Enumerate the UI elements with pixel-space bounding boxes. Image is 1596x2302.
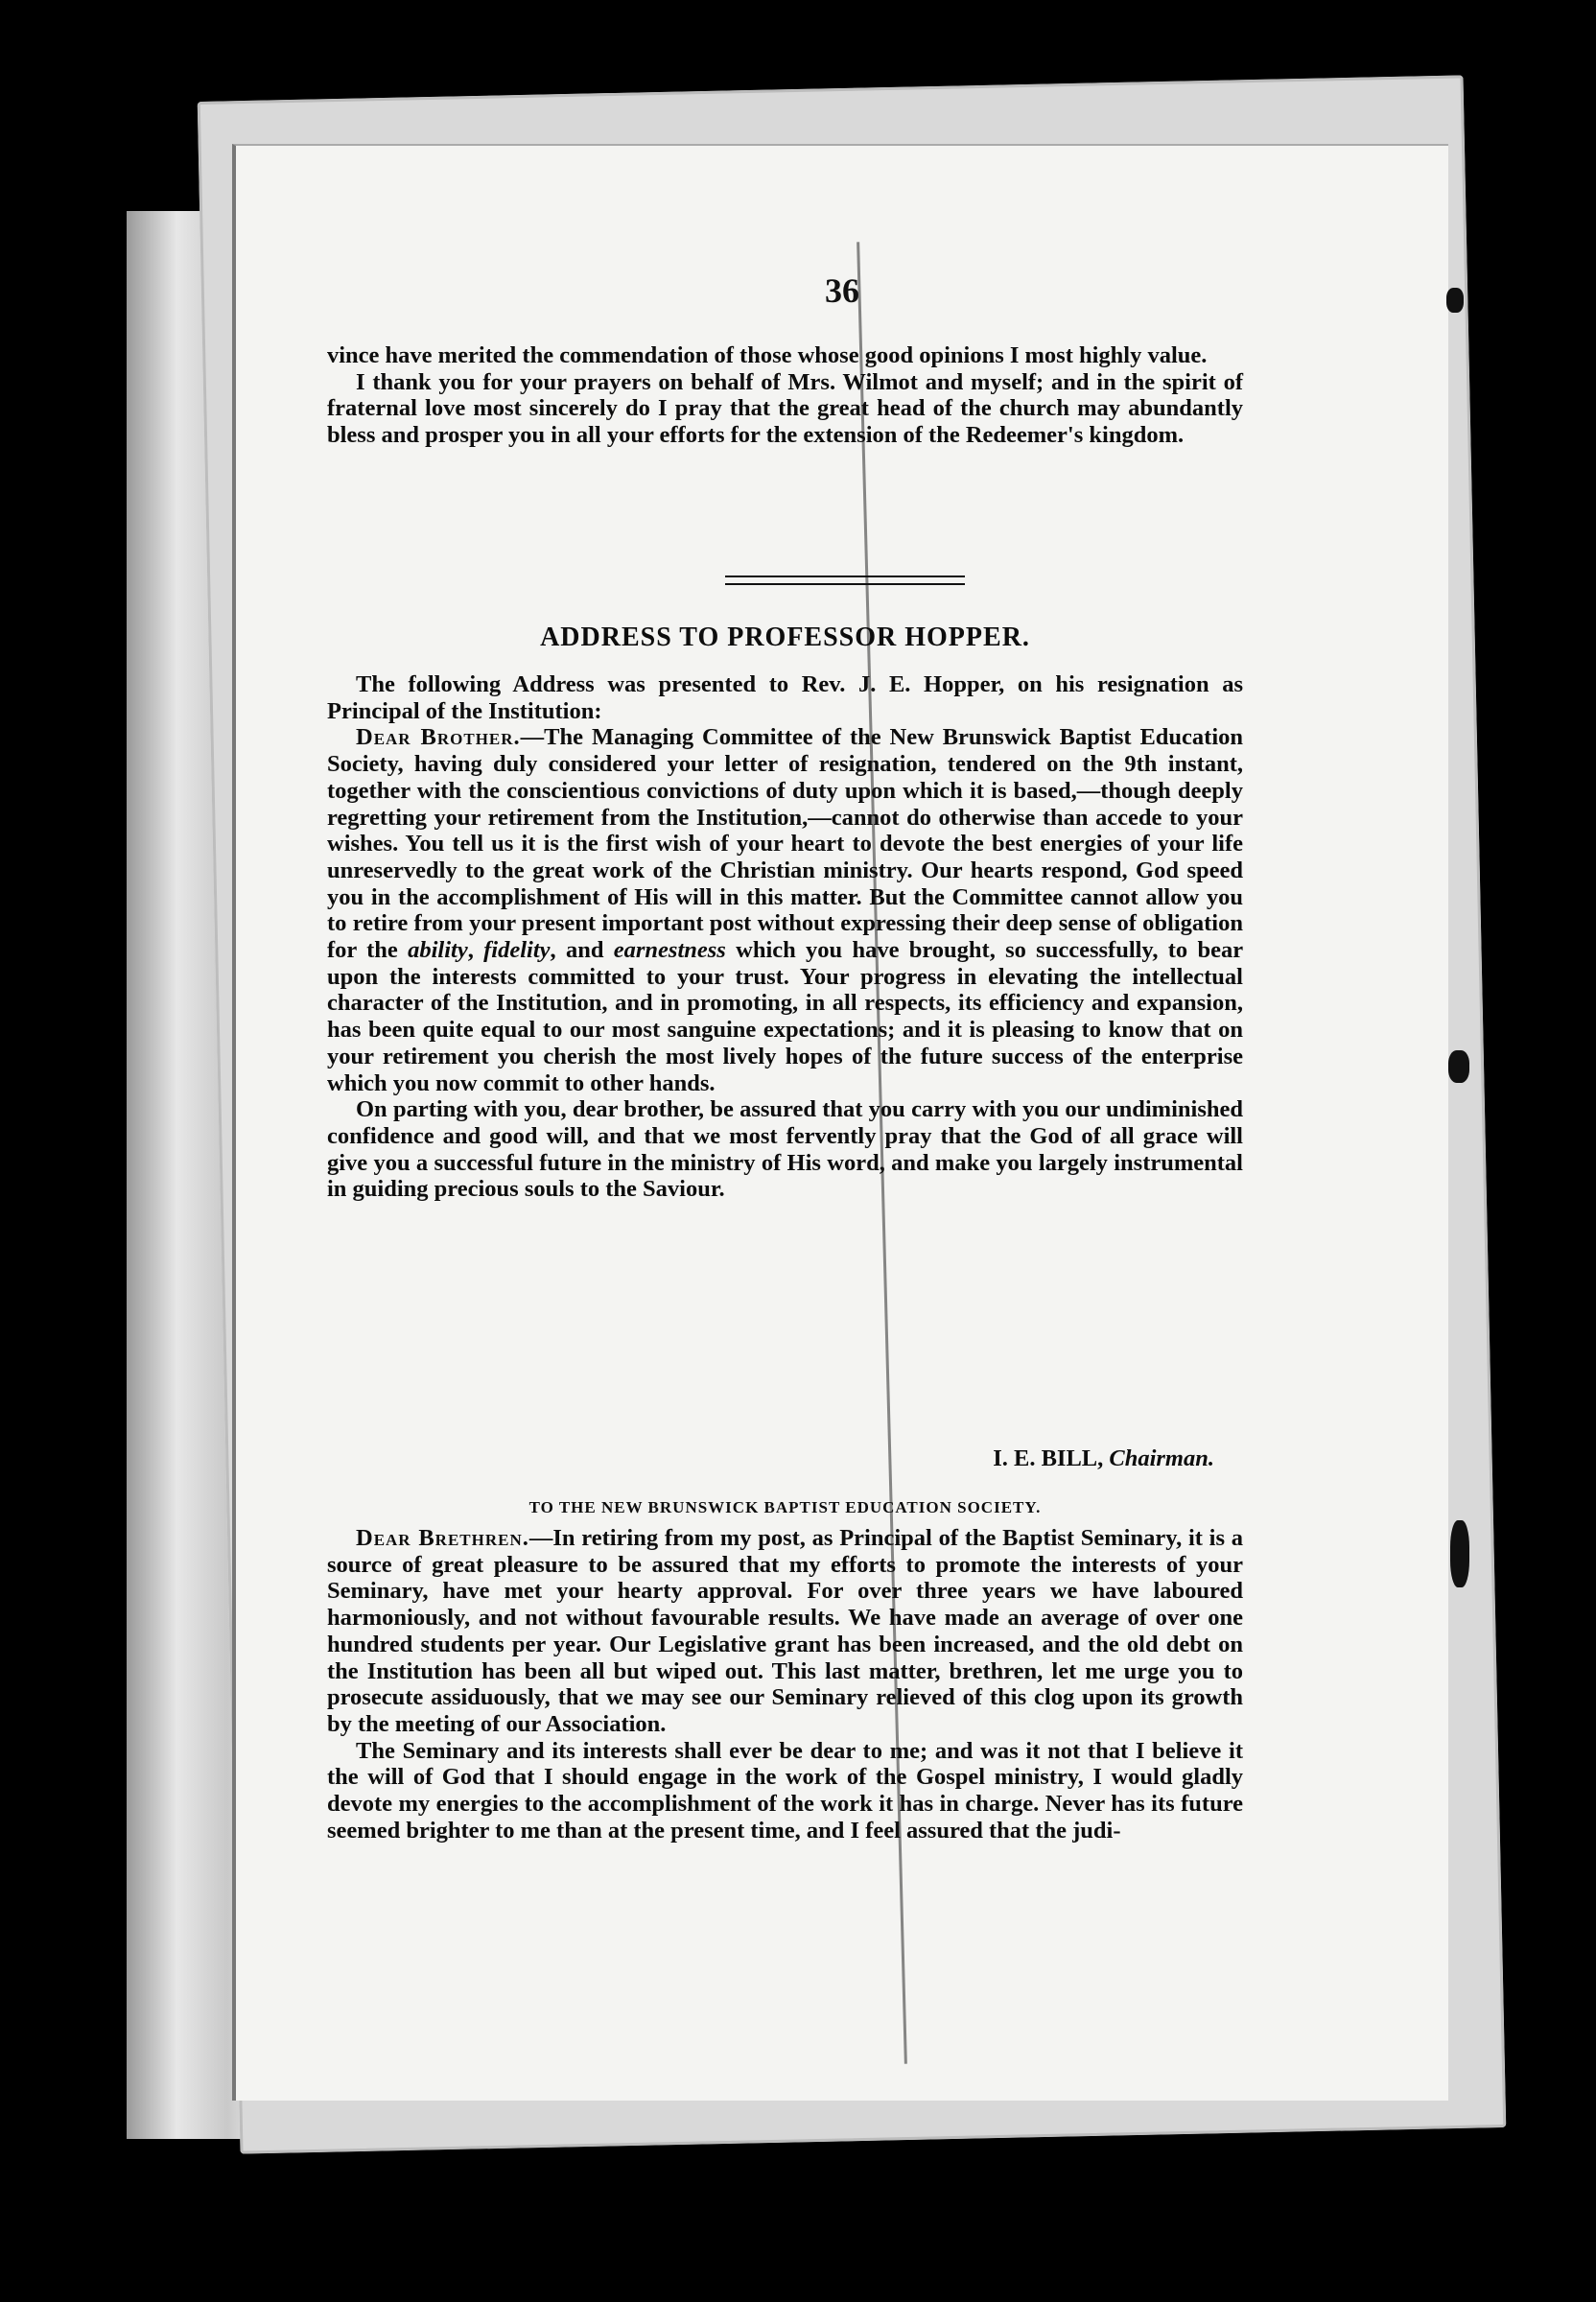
address-intro: The following Address was presented to Rev. J. E. Hopper, on his resignation as Principal of the Institution: bbox=[327, 671, 1243, 724]
address-body: Dear Brother.—The Managing Committee of the New Brunswick Baptist Education Society, having duly considered your letter of resignation, tendered on the 9th instant, together with the conscientious convictions of duty upon which it is based,—though deeply regretting your retirement from the Institution,—cannot do otherwise than accede to your wishes. You tell us it is the first wish of your heart to devote the best energies of your life unreservedly to the great work of the Christian ministry. Our hearts respond, God speed you in the accomplishment of His will in this matter. But the Committee cannot allow you to retire from your present important post without expressing their deep sense of obligation for the ability, fidelity, and earnestness which you have brought, so successfully, to bear upon the interests committed to your trust. Your progress in elevating the intellectual character of the Institution, and in promoting, in all respects, its efficiency and expansion, has been quite equal to our most sanguine expectations; and it is pleasing to know that on your retirement you cherish the most lively hopes of the future success of the enterprise which you now commit to other hands. bbox=[327, 724, 1244, 1096]
address-text bbox=[327, 671, 1243, 1203]
address-salutation: Dear Brother. bbox=[356, 724, 521, 751]
address-heading: ADDRESS TO PROFESSOR HOPPER. bbox=[540, 622, 1030, 652]
document-page bbox=[232, 144, 1448, 2101]
word-earnestness: earnestness bbox=[613, 937, 726, 964]
word-ability: ability bbox=[408, 937, 468, 964]
ink-blot bbox=[1450, 1520, 1469, 1587]
page-number: 36 bbox=[825, 271, 859, 310]
reply-paragraph-2: The Seminary and its interests shall ever be dear to me; and was it not that I believe it the will of God that I should engage in the work of the Gospel ministry, I would gladly devote my energies to the accomplishment of the work it has in charge. Never has its future seemed brighter to me than at the present time, and I feel assured that the judi- bbox=[327, 1737, 1243, 1844]
word-and: and bbox=[565, 937, 604, 964]
intro-paragraph-2: I thank you for your prayers on behalf of Mrs. Wilmot and myself; and in the spirit of fraternal love most sincerely do I pray that the great head of the church may abundantly bless and prosper you in all your efforts for the extension of the Redeemer's kingdom. bbox=[327, 368, 1243, 449]
reply-paragraph-1 bbox=[327, 1525, 1243, 1738]
address-closing: On parting with you, dear brother, be assured that you carry with you our undiminished confidence and good will, and that we most fervently pray that the God of all grace will give you a successful future in the ministry of His word, and make you largely instrumental in guiding precious souls to the Saviour. bbox=[327, 1096, 1243, 1203]
reply-heading: TO THE NEW BRUNSWICK BAPTIST EDUCATION SOCIETY. bbox=[528, 1498, 1042, 1516]
signature-name: I. E. BILL, bbox=[993, 1445, 1104, 1471]
intro-paragraph-1: vince have merited the commendation of those whose good opinions I most highly value. bbox=[327, 342, 1208, 368]
section-divider bbox=[725, 576, 965, 585]
address-body-part1: —The Managing Committee of the New Brunswick Baptist Education Society, having duly considered your letter of resignation, tendered on the 9th instant, together with the conscientious convictions of duty upon which it is based,—though deeply regretting your retirement from the Institution,—cannot do otherwise than accede to your wishes. You tell us it is the first wish of your heart to devote the best energies of your life unreservedly to the great work of the Christian ministry. Our hearts respond, God speed you in the accomplishment of His will in this matter. But the Committee cannot allow you to retire from your present important post without expressing their deep sense of obligation for the bbox=[327, 724, 1244, 964]
ink-blot bbox=[1446, 288, 1464, 313]
signature-role: Chairman. bbox=[1109, 1445, 1214, 1471]
reply-text bbox=[327, 1525, 1243, 1844]
signature bbox=[327, 1445, 1243, 1472]
word-fidelity: fidelity bbox=[483, 937, 551, 964]
ink-blot bbox=[1448, 1050, 1469, 1083]
reply-paragraph-1-text: —In retiring from my post, as Principal of the Baptist Seminary, it is a source of great pleasure to be assured that my efforts to promote the interests of your Seminary, have met your hearty approval. For over three years we have laboured harmoniously, and not without favourable results. We have made an average of over one hundred students per year. Our Legislative grant has been increased, and the old debt on the Institution has been all but wiped out. This last matter, brethren, let me urge you to prosecute assiduously, that we may see our Seminary relieved of this clog upon its growth by the meeting of our Association. bbox=[327, 1525, 1244, 1737]
intro-text bbox=[327, 342, 1243, 449]
address-body-part2: which you have brought, so successfully, to bear upon the interests committed to your trust. Your progress in elevating the intellectual character of the Institution, and in promoting, in all respects, its efficiency and expansion, has been quite equal to our most sanguine expectations; and it is pleasing to know that on your retirement you cherish the most lively hopes of the future success of the enterprise which you now commit to other hands. bbox=[327, 937, 1244, 1096]
reply-salutation: Dear Brethren. bbox=[356, 1525, 529, 1551]
